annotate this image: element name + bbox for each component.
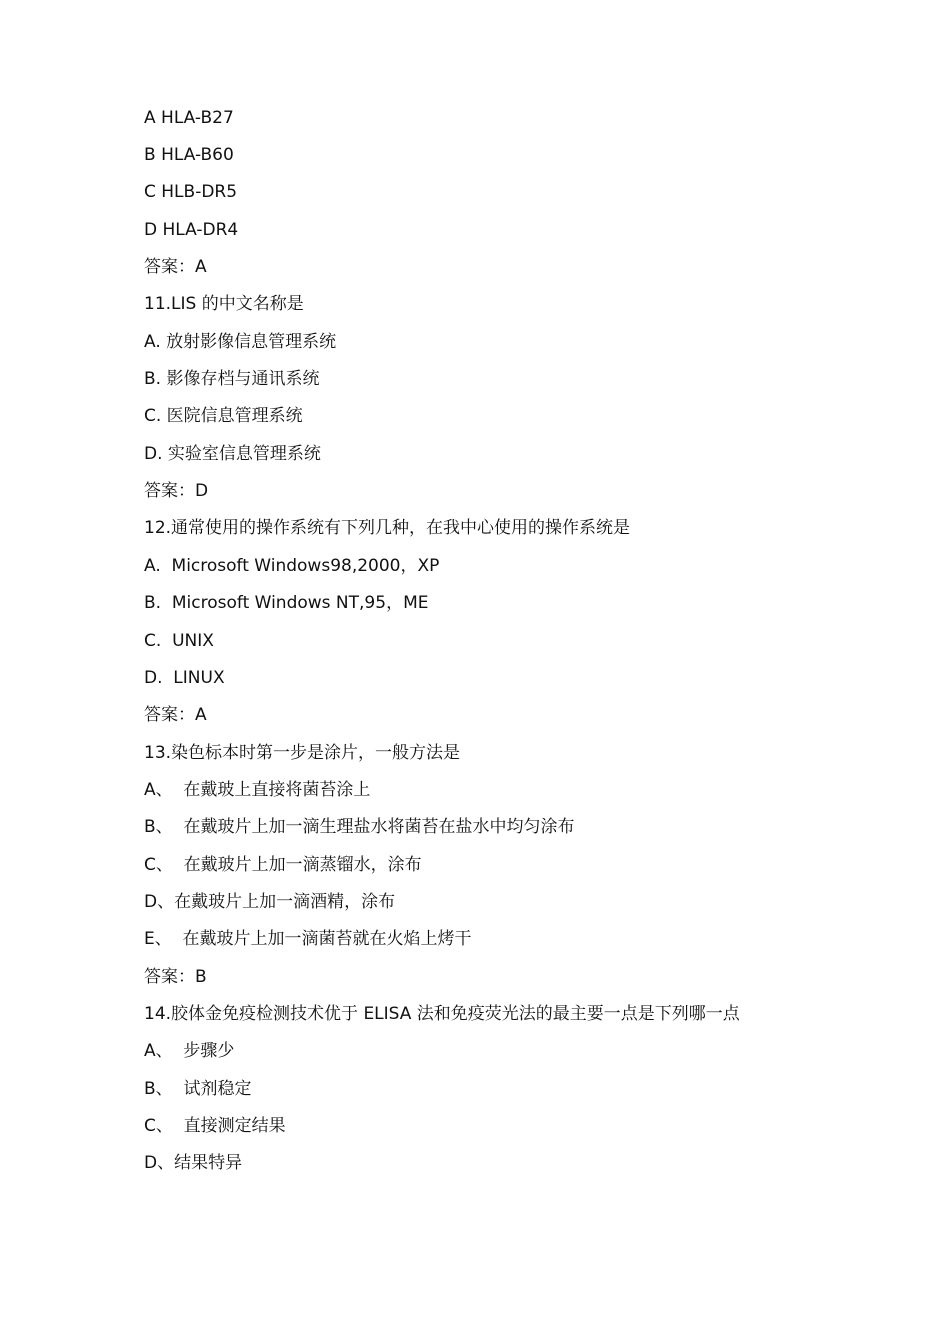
question-12-option-b: B. Microsoft Windows NT,95，ME	[144, 593, 429, 613]
question-13-option-d: D、在戴玻片上加一滴酒精，涂布	[144, 892, 396, 912]
question-12: 12.通常使用的操作系统有下列几种，在我中心使用的操作系统是	[144, 518, 631, 538]
answer-10: 答案：A	[144, 257, 207, 277]
question-13-option-a: A、 在戴玻上直接将菌苔涂上	[144, 780, 371, 800]
question-13: 13.染色标本时第一步是涂片，一般方法是	[144, 743, 461, 763]
question-14-option-a: A、 步骤少	[144, 1041, 235, 1061]
answer-11: 答案：D	[144, 481, 209, 501]
question-14-option-c: C、 直接测定结果	[144, 1116, 286, 1136]
question-11-option-b: B. 影像存档与通讯系统	[144, 369, 320, 389]
answer-13: 答案：B	[144, 967, 207, 987]
answer-12: 答案：A	[144, 705, 207, 725]
option-b-hla-b60: B HLA-B60	[144, 145, 234, 165]
option-d-hla-dr4: D HLA-DR4	[144, 220, 239, 240]
question-12-option-a: A. Microsoft Windows98,2000，XP	[144, 556, 440, 576]
question-14-option-b: B、 试剂稳定	[144, 1079, 252, 1099]
question-11: 11.LIS 的中文名称是	[144, 294, 304, 314]
question-12-option-d: D. LINUX	[144, 668, 225, 688]
question-13-option-c: C、 在戴玻片上加一滴蒸镏水，涂布	[144, 855, 422, 875]
question-11-option-c: C. 医院信息管理系统	[144, 406, 303, 426]
option-c-hlb-dr5: C HLB-DR5	[144, 182, 238, 202]
question-13-option-e: E、 在戴玻片上加一滴菌苔就在火焰上烤干	[144, 929, 472, 949]
question-12-option-c: C. UNIX	[144, 631, 214, 651]
option-a-hla-b27: A HLA-B27	[144, 108, 234, 128]
question-13-option-b: B、 在戴玻片上加一滴生理盐水将菌苔在盐水中均匀涂布	[144, 817, 575, 837]
question-14: 14.胶体金免疫检测技术优于 ELISA 法和免疫荧光法的最主要一点是下列哪一点	[144, 1004, 740, 1024]
question-11-option-d: D. 实验室信息管理系统	[144, 444, 321, 464]
question-11-option-a: A. 放射影像信息管理系统	[144, 332, 337, 352]
question-14-option-d: D、结果特异	[144, 1153, 243, 1173]
